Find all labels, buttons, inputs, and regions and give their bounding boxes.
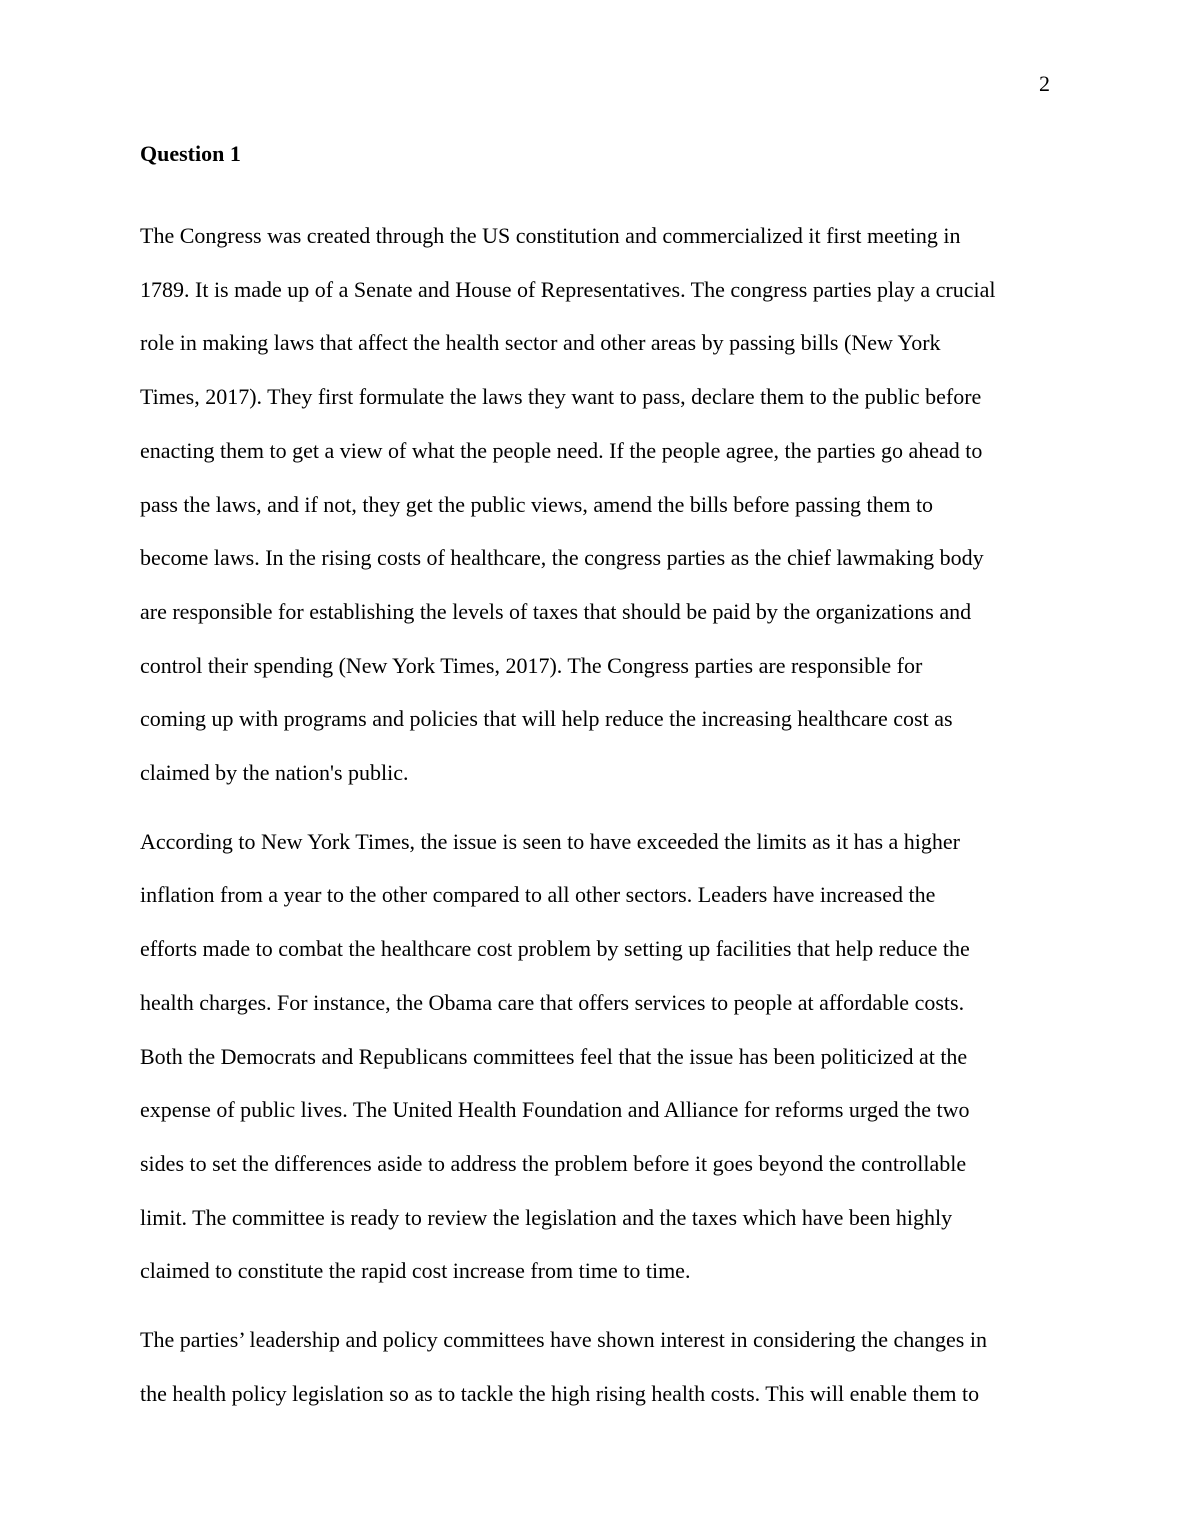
text-line: pass the laws, and if not, they get the public views, amend the bills before passing them to bbox=[140, 491, 934, 517]
text-line: Times, 2017). They first formulate the laws they want to pass, declare them to the public before bbox=[140, 384, 982, 410]
page-number: 2 bbox=[1039, 71, 1050, 96]
text-line: According to New York Times, the issue is seen to have exceeded the limits as it has a higher bbox=[140, 828, 960, 854]
text-line: are responsible for establishing the levels of taxes that should be paid by the organizations and bbox=[140, 598, 972, 624]
text-line: control their spending (New York Times, 2017). The Congress parties are responsible for bbox=[140, 652, 923, 678]
text-line: The parties’ leadership and policy committees have shown interest in considering the changes in bbox=[140, 1327, 987, 1353]
paragraph-3 bbox=[140, 1313, 1056, 1420]
text-line: limit. The committee is ready to review the legislation and the taxes which have been highly bbox=[140, 1204, 953, 1230]
text-line: enacting them to get a view of what the people need. If the people agree, the parties go ahead to bbox=[140, 437, 983, 463]
text-line: coming up with programs and policies that will help reduce the increasing healthcare cost as bbox=[140, 706, 953, 732]
document-body bbox=[140, 139, 1056, 1435]
text-line: Both the Democrats and Republicans committees feel that the issue has been politicized at the bbox=[140, 1043, 968, 1069]
paragraph-2 bbox=[140, 815, 1056, 1298]
text-line: become laws. In the rising costs of healthcare, the congress parties as the chief lawmaking body bbox=[140, 545, 984, 571]
text-line: the health policy legislation so as to tackle the high rising health costs. This will enable them to bbox=[140, 1380, 980, 1406]
text-line: role in making laws that affect the health sector and other areas by passing bills (New York bbox=[140, 330, 941, 356]
text-line: health charges. For instance, the Obama care that offers services to people at affordable costs. bbox=[140, 989, 965, 1015]
text-line: inflation from a year to the other compared to all other sectors. Leaders have increased the bbox=[140, 882, 936, 908]
text-line: expense of public lives. The United Health Foundation and Alliance for reforms urged the two bbox=[140, 1097, 970, 1123]
text-line: efforts made to combat the healthcare cost problem by setting up facilities that help reduce the bbox=[140, 936, 970, 962]
text-line: The Congress was created through the US constitution and commercialized it first meeting in bbox=[140, 223, 961, 248]
text-line: claimed to constitute the rapid cost increase from time to time. bbox=[140, 1258, 691, 1284]
text-line: sides to set the differences aside to address the problem before it goes beyond the controllable bbox=[140, 1150, 967, 1176]
text-line: claimed by the nation's public. bbox=[140, 760, 409, 786]
section-heading: Question 1 bbox=[140, 141, 241, 166]
paragraph-1 bbox=[140, 209, 1056, 800]
text-line: 1789. It is made up of a Senate and House of Representatives. The congress parties play a crucial bbox=[140, 276, 996, 302]
